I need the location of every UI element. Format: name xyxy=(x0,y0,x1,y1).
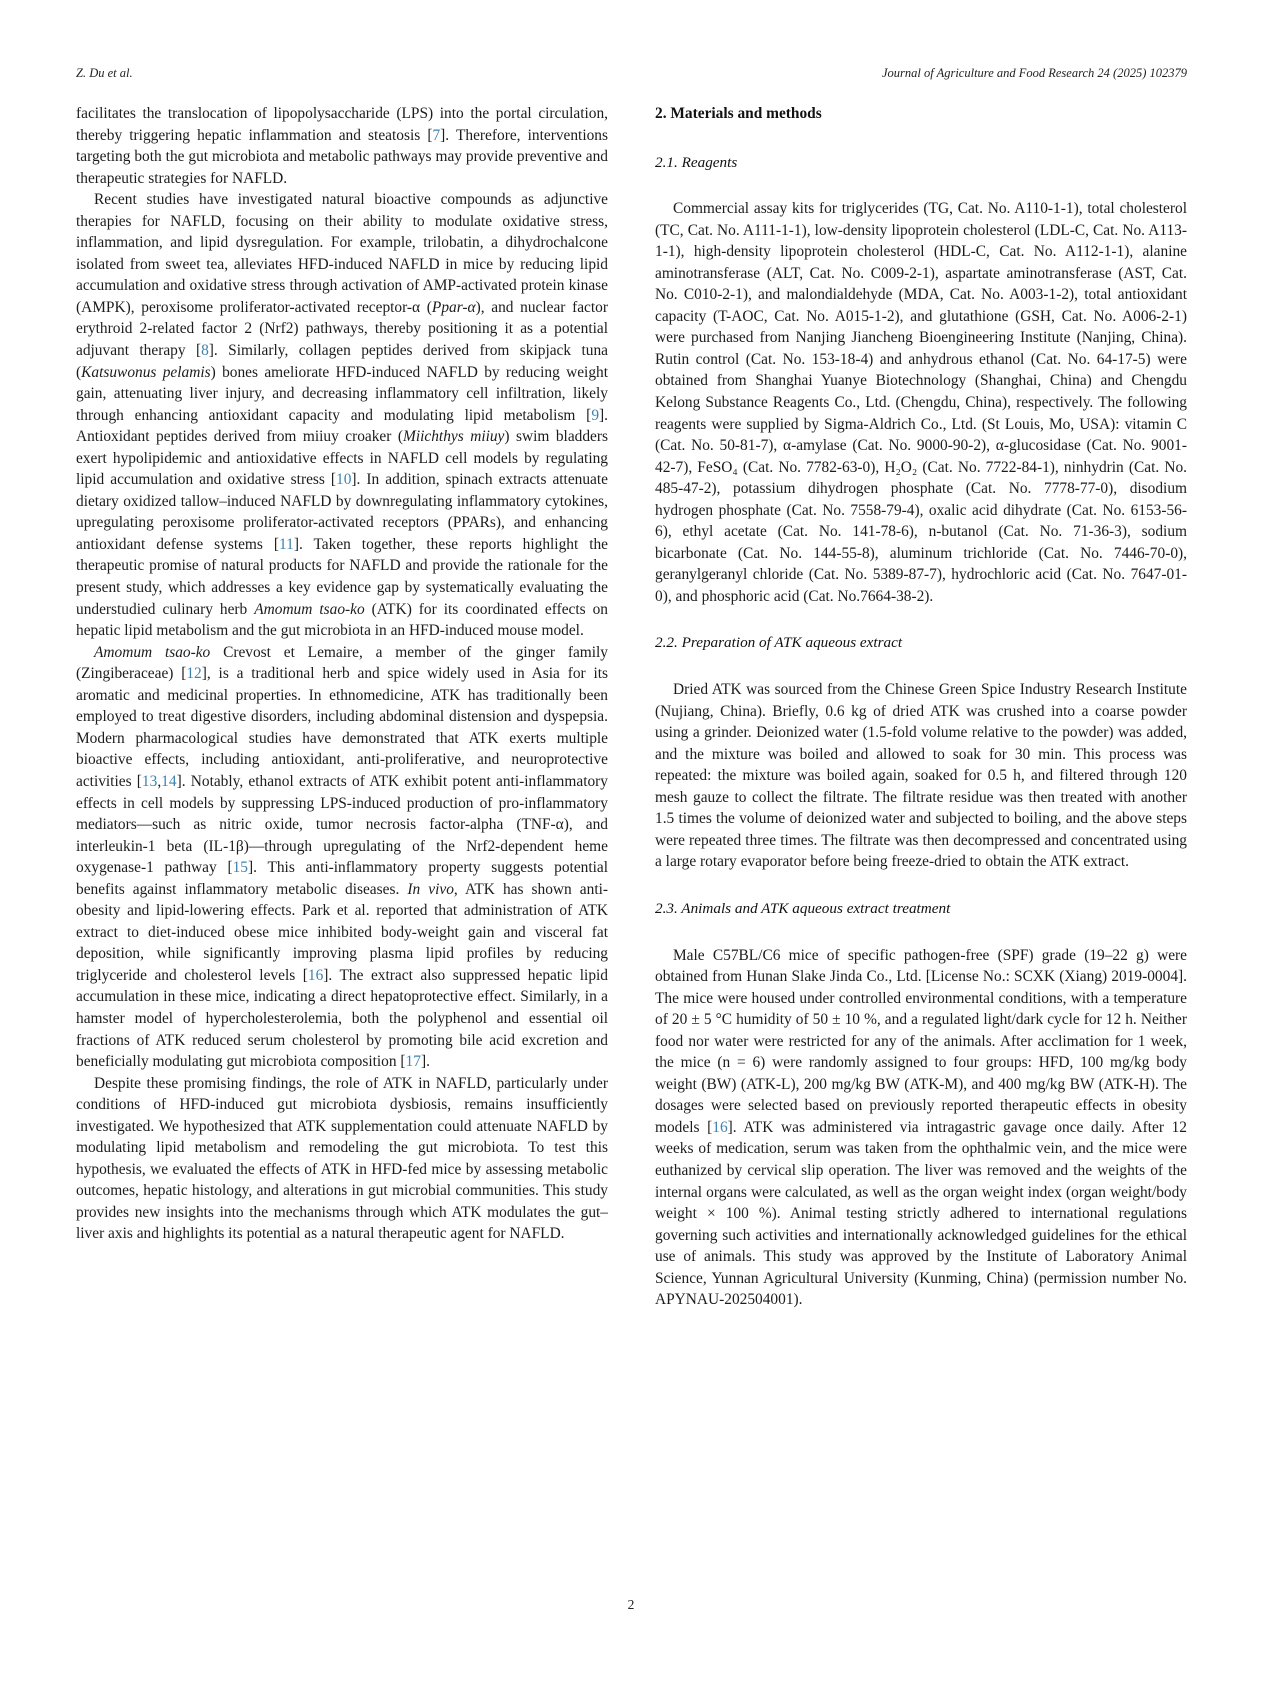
italic-text: Amomum tsao-ko xyxy=(254,600,365,618)
text-segment: Crevost et Lemaire, a member of the ginger family (Zingiberaceae) [ xyxy=(76,643,609,683)
text-segment: ]. This anti-inflammatory property suggests potential benefits against inflammatory metabolic diseases. xyxy=(76,859,609,898)
italic-text: Miichthys miiuy xyxy=(403,428,505,446)
paragraph xyxy=(76,1073,608,1245)
right-column xyxy=(655,103,1187,1311)
text-segment: Male C57BL/C6 mice of specific pathogen-free (SPF) grade (19–22 g) were obtained from Hunan Slake Jinda Co., Ltd. [License No.: SCXK (Xiang) 2019-0004]. The mice were housed under controlled environmental conditions, with a temperature of 20 ± 5 °C humidity of 50 ± 10 %, and a regulated light/dark cycle for 12 h. Neither food nor water were restricted for any of the animals. After acclimation for 1 week, the mice (n = 6) were randomly assigned to four groups: HFD, 100 mg/kg body weight (BW) (ATK-L), 200 mg/kg BW (ATK-M), and 400 mg/kg BW (ATK-H). The dosages were selected based on previously reported therapeutic effects in obesity models [ xyxy=(655,946,1187,1136)
reference-link[interactable]: 17 xyxy=(405,1053,421,1071)
reference-link[interactable]: 8 xyxy=(201,342,209,360)
reference-link[interactable]: 7 xyxy=(432,126,441,144)
text-segment: Dried ATK was sourced from the Chinese Green Spice Industry Research Institute (Nujiang, China). Briefly, 0.6 kg of dried ATK was crushed into a coarse powder using a grinder. Deionized water (1.5-fold volume relative to the powder) was added, and the mixture was boiled and allowed to soak for 30 min. This process was repeated: the mixture was boiled again, soaked for 0.5 h, and filtered through 120 mesh gauze to collect the filtrate. The filtrate residue was then treated with another 1.5 times the volume of deionized water and subjected to boiling, and the above steps were repeated three times. The filtrate was then decompressed and concentrated using a large rotary evaporator before being freeze-dried to obtain the ATK extract. xyxy=(655,681,1187,871)
paragraph xyxy=(76,189,608,641)
text-segment: ]. Therefore, interventions targeting both the gut microbiota and metabolic pathways may provide preventive and therapeutic strategies for NAFLD. xyxy=(76,126,608,187)
reference-link[interactable]: 16 xyxy=(712,1118,728,1136)
text-segment: (ATK) for its coordinated effects on hepatic lipid metabolism and the gut microbiota in an HFD-induced mouse model. xyxy=(76,600,608,640)
text-segment: Despite these promising findings, the role of ATK in NAFLD, particularly under conditions of HFD-induced gut microbiota dysbiosis, remains insufficiently investigated. We hypothesized that ATK supplementation could attenuate NAFLD by modulating lipid metabolism and remodeling the gut microbiota. To test this hypothesis, we evaluated the effects of ATK in HFD-fed mice by assessing metabolic outcomes, hepatic histology, and alterations in gut microbial communities. This study provides new insights into the mechanisms through which ATK modulates the gut–liver axis and highlights its potential as a natural therapeutic agent for NAFLD. xyxy=(76,1074,608,1243)
paragraph xyxy=(655,679,1187,873)
paragraph xyxy=(655,945,1187,1311)
text-segment: , ATK has shown anti-obesity and lipid-lowering effects. Park et al. reported that administration of ATK extract to diet-induced obese mice inhibited body-weight gain and visceral fat deposition, while significantly improving plasma lipid profiles by reducing triglyceride and cholesterol levels [ xyxy=(76,880,608,984)
text-segment: ) bones ameliorate HFD-induced NAFLD by reducing weight gain, attenuating liver injury, and decreasing inflammatory cell infiltration, likely through enhancing antioxidant capacity and modulating lipid metabolism [ xyxy=(76,363,608,424)
text-segment: facilitates the translocation of lipopolysaccharide (LPS) into the portal circulation, thereby triggering hepatic inflammation and steatosis [ xyxy=(76,105,608,144)
text-segment: ]. xyxy=(420,1053,430,1071)
italic-text: Katsuwonus pelamis xyxy=(81,363,211,381)
text-segment: ]. Similarly, collagen peptides derived from skipjack tuna ( xyxy=(76,342,608,381)
text-segment: ]. Taken together, these reports highlight the therapeutic promise of natural products for NAFLD and provide the rationale for the present study, which addresses a key evidence gap by systematically evaluating the understudied culinary herb xyxy=(76,535,609,618)
paragraph xyxy=(655,198,1187,607)
reference-link[interactable]: 12 xyxy=(186,665,202,683)
text-segment: Commercial assay kits for triglycerides (TG, Cat. No. A110-1-1), total cholesterol (TC, Cat. No. A111-1-1), low-density lipoprotein cholesterol (LDL-C, Cat. No. A113-1-1), high-density lipoprotein cholesterol (HDL-C, Cat. No. A112-1-1), alanine aminotransferase (ALT, Cat. No. C009-2-1), aspartate aminotransferase (AST, Cat. No. C010-2-1), and malondialdehyde (MDA, Cat. No. A003-1-2), total antioxidant capacity (T-AOC, Cat. No. A015-1-2), and glutathione (GSH, Cat. No. A006-2-1) were purchased from Nanjing Jiancheng Bioengineering Institute (Nanjing, China). Rutin control (Cat. No. 153-18-4) and anhydrous ethanol (Cat. No. 64-17-5) were obtained from Shanghai Yuanye Biotechnology (Shanghai, China) and Chengdu Kelong Substance Reagents Co., Ltd. (Chengdu, China), respectively. The following reagents were supplied by Sigma-Aldrich Co., Ltd. (St Louis, Mo, USA): vitamin C (Cat. No. 50-81-7), α-amylase (Cat. No. 9000-90-2), α-glucosidase (Cat. No. 9001-42-7), FeSO₄ (Cat. No. 7782-63-0), H₂O₂ (Cat. No. 7722-84-1), ninhydrin (Cat. No. 485-47-2), potassium dihydrogen phosphate (Cat. No. 7778-77-0), disodium hydrogen phosphate (Cat. No. 7558-79-4), oxalic acid dihydrate (Cat. No. 6153-56-6), ethyl acetate (Cat. No. 141-78-6), n-butanol (Cat. No. 71-36-3), sodium bicarbonate (Cat. No. 144-55-8), aluminum trichloride (Cat. No. 7446-70-0), geranylgeranyl chloride (Cat. No. 5389-87-7), hydrochloric acid (Cat. No. 7647-01-0), and phosphoric acid (Cat. No.7664-38-2). xyxy=(655,200,1187,605)
running-head-authors: Z. Du et al. xyxy=(76,66,133,80)
text-segment: ], is a traditional herb and spice widely used in Asia for its aromatic and medicinal properties. In ethnomedicine, ATK has traditionally been employed to treat digestive disorders, including abdominal distension and dyspepsia. Modern pharmacological studies have demonstrated that ATK exerts multiple bioactive effects, including antioxidant, anti-proliferative, and neuroprotective activities [ xyxy=(76,665,609,790)
reference-link[interactable]: 10 xyxy=(336,471,352,489)
reference-link[interactable]: 9 xyxy=(591,406,600,424)
section-heading: 2. Materials and methods xyxy=(655,105,822,122)
reference-link[interactable]: 14 xyxy=(161,772,177,790)
text-segment: ]. In addition, spinach extracts attenuate dietary oxidized tallow–induced NAFLD by downregulating inflammatory cytokines, upregulating peroxisome proliferator-activated receptors (PPARs), and enhancing antioxidant defense systems [ xyxy=(76,471,608,553)
text-segment: ]. Antioxidant peptides derived from miiuy croaker ( xyxy=(76,406,608,446)
text-segment: ), and nuclear factor erythroid 2-related factor 2 (Nrf2) pathways, thereby positioning it as a potential adjuvant therapy [ xyxy=(76,298,608,360)
italic-text: Ppar-α xyxy=(431,298,476,316)
text-segment: ) swim bladders exert hypolipidemic and antioxidative effects in NAFLD cell models by regulating lipid accumulation and oxidative stress [ xyxy=(76,428,609,489)
subsection-heading: 2.3. Animals and ATK aqueous extract treatment xyxy=(655,899,951,917)
two-column-body xyxy=(76,103,1187,1311)
text-segment: ]. Notably, ethanol extracts of ATK exhibit potent anti-inflammatory effects in cell models by suppressing LPS-induced production of pro-inflammatory mediators—such as nitric oxide, tumor necrosis factor-alpha (TNF-α), and interleukin-1 beta (IL-1β)—through upregulating of the Nrf2-dependent heme oxygenase-1 pathway [ xyxy=(76,772,608,877)
reference-link[interactable]: 15 xyxy=(232,859,248,877)
running-head xyxy=(76,66,1187,81)
paragraph xyxy=(76,642,608,1073)
text-segment: , xyxy=(157,772,162,790)
text-segment: Recent studies have investigated natural bioactive compounds as adjunctive therapies for NAFLD, focusing on their ability to modulate oxidative stress, inflammation, and lipid dysregulation. For example, trilobatin, a dihydrochalcone isolated from sweet tea, alleviates HFD-induced NAFLD in mice by reducing lipid accumulation and oxidative stress through activation of AMP-activated protein kinase (AMPK), peroxisome proliferator-activated receptor-α ( xyxy=(76,191,608,316)
paragraph xyxy=(76,103,608,189)
page-number: 2 xyxy=(627,1597,635,1612)
reference-link[interactable]: 11 xyxy=(278,535,294,553)
reference-link[interactable]: 13 xyxy=(141,772,158,790)
italic-text: Amomum tsao-ko xyxy=(94,643,211,661)
subsection-heading: 2.2. Preparation of ATK aqueous extract xyxy=(655,634,903,652)
text-segment: ]. ATK was administered via intragastric gavage once daily. After 12 weeks of medication, serum was taken from the ophthalmic vein, and the mice were euthanized by cervical slip operation. The liver was removed and the weights of the internal organs were calculated, as well as the organ weight index (organ weight/body weight × 100 %). Animal testing strictly adhered to international regulations governing such activities and internationally acknowledged guidelines for the ethical use of animals. This study was approved by the Institute of Laboratory Animal Science, Yunnan Agricultural University (Kunming, China) (permission number No. APYNAU-202504001). xyxy=(655,1118,1187,1309)
running-head-journal: Journal of Agriculture and Food Research 24 (2025) 102379 xyxy=(881,66,1187,80)
reference-link[interactable]: 16 xyxy=(307,966,324,984)
italic-text: In vivo xyxy=(407,880,454,898)
subsection-heading: 2.1. Reagents xyxy=(655,153,738,171)
text-segment: ]. The extract also suppressed hepatic lipid accumulation in these mice, indicating a direct hepatoprotective effect. Similarly, in a hamster model of hypercholesterolemia, both the polyphenol and essential oil fractions of ATK reduced serum cholesterol by promoting bile acid excretion and beneficially modulating gut microbiota composition [ xyxy=(76,966,608,1071)
left-column xyxy=(76,103,608,1311)
